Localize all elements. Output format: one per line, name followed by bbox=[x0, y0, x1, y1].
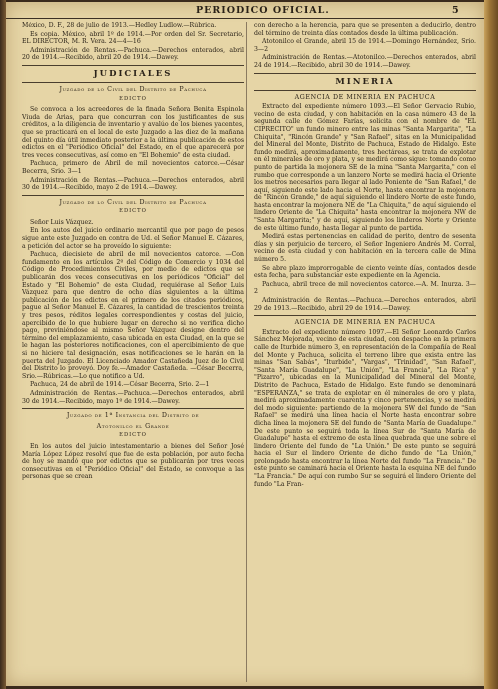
page-header bbox=[6, 2, 484, 19]
edicto2-p2: Pachuca, diecisiete de abril de mil novecientos catorce. —Con fundamento en los artículos 2º del Código de Comercio y 1034 del Código de Procedimientos Civiles, por medio de edictos que se publicarán dos veces consecutivas en los periódicos "Oficial" del Estado y "El Bohemio" de esta Ciudad, requiérase al Señor Luis Vázquez para que dentro de ocho días siguientes a la última publicación de los edictos en el primero de los citados periódicos, pague al Señor Manuel E. Cázares, la cantidad de trescientos treinta y tres pesos, réditos legales correspondientes y costas del juicio, apercibido de lo que hubiere lugar en derecho si no verifica dicho pago, previniéndose al mismo Señor Vázquez designe dentro del término del emplazamiento, casa ubicada en esta Ciudad, en la que se le hagan las posteriores notificaciones, con el apercibimiento de que si no hiciere tal designación, esas notificaciones se le harán en la puerta del Juzgado. El Licenciado Amador Castañeda Juez de lo Civil del Distrito lo proveyó. Doy fe.—Amador Castañeda. —César Becerra, Srio.—Rúbricas.—Lo que notifico a Ud. bbox=[22, 251, 244, 380]
mineria-p1: Medirá estas pertenencias en calidad de perito, dentro de sesenta días y sin perjuicio de tercero, el Señor Ingeniero Andrés M. Corral, vecino de esta ciudad y con habitación en la tercera calle de Mina número 5. bbox=[254, 233, 476, 264]
edicto2-p3: Pachuca, 24 de abril de 1914.—César Becerra, Srio. 2—1 bbox=[30, 381, 210, 389]
newspaper-page bbox=[6, 2, 484, 686]
page-number: 5 bbox=[452, 5, 460, 16]
edicto-label-3: EDICTO bbox=[119, 432, 147, 439]
judiciales-p0: Se convoca a los acreedores de la finada Señora Benita Espinola Viuda de Arias, para que concurran con los justificantes de sus créditos, a la diligencia de inventario y avalúo de los bienes yacentes, que se practicará en el local de este Juzgado a las diez de la mañana del quinto día útil inmediato posterior a la última publicación de estos edictos en el "Periódico Oficial" del Estado, en el que aparecerá por tres veces consecutivas, así como en "El Bohemio" de esta ciudad. bbox=[22, 106, 244, 159]
edicto3-p0: En los autos del juicio intestamentario a bienes del Señor José María López López resolví que fue de esta población, por auto fecha de hoy se mandó que por edictos que se publicarán por tres veces consecutivas en el "Periódico Oficial" del Estado, se convoque a las personas que se crean bbox=[22, 442, 244, 481]
agencia2-p0: Extracto del expediente número 1097.—El Señor Leonardo Carlos Sánchez Mejorada, vecino de esta ciudad, con despacho en la primera calle de Iturbide número 3, en representación de la Compañía de Real del Monte y Pachuca, solicita el terreno libre que exista entre las minas "San Sabás", "Iturbide", "Vargas", "Trinidad", "San Rafael", "Santa María Guadalupe", "La Unión", "La Francia", "La Rica" y "Pizarro", ubicadas en la Municipalidad del Mineral del Monte, Distrito de Pachuca, Estado de Hidalgo. Este fundo se denominará "ESPERANZA," se trata de explotar en él minerales de oro y plata, medirá aproximadamente cuarenta y cinco pertenencias, y se medirá del modo siguiente: partiendo de la mojonera SW del fundo de "San Rafael" se medirá una línea hacia el Norte hasta encontrar sobre dicha línea la mojonera SE del fundo de "Santa María de Guadalupe." De este punto se seguirá toda la línea Sur de "Santa María de Guadalupe" hasta el extremo de esta línea quebrada que une sobre el lindero Oriente del fundo de "La Unión." De este punto se seguirá hacia el Sur el lindero Oriente de dicho fundo de "La Unión," prolongado hasta encontrar la línea Norte del fundo "La Francia." De este punto se caminará hacia el Oriente hasta la esquina NE del fundo "La Francia." De aquí con rumbo Sur se seguirá el lindero Oriente del fundo "La Fran- bbox=[254, 328, 476, 488]
judiciales-p2: Administración de Rentas.—Pachuca.—Derechos enterados, abril 30 de 1914.—Recibido, mayo 2 de 1914.—Dawey. bbox=[22, 176, 244, 192]
newspaper-title: PERIODICO OFICIAL. bbox=[196, 5, 330, 16]
separator bbox=[254, 90, 476, 91]
right-top-p0: con derecho a la herencia, para que se presenten a deducirlo, dentro del término de treinta días contados desde la última publicación. bbox=[254, 22, 476, 37]
court-name-2: Juzgado de lo Civil del Distrito de Pachuca bbox=[59, 198, 207, 206]
left-top-p1: Es copia. México, abril 1º de 1914.—Por orden del Sr. Secretario, EL DIRECTOR, M. R. Vera. 24—4—16 bbox=[22, 30, 244, 46]
left-top-p2: Administración de Rentas.—Pachuca.—Derechos enterados, abril 20 de 1914.—Recibido, abril 20 de 1914.—Dawey. bbox=[22, 46, 244, 62]
edicto2-p1: En los autos del juicio ordinario mercantil que por pago de pesos sigue ante este Juzgado en contra de Ud. el Señor Manuel E. Cázares, a petición del actor se ha proveído lo siguiente: bbox=[22, 227, 244, 250]
column-divider bbox=[246, 22, 247, 682]
mineria-p4: Administración de Rentas.—Pachuca.—Derechos enterados, abril 29 de 1913.—Recibido, abril 29 de 1914.—Dawey. bbox=[254, 297, 476, 312]
separator bbox=[254, 73, 476, 74]
edicto-label-2: EDICTO bbox=[119, 208, 147, 215]
mineria-p2: Se abre plazo improrrogable de ciento veinte días, contados desde esta fecha, para substanciar este expediente en la Agencia. bbox=[254, 264, 476, 280]
judiciales-p1: Pachuca, primero de Abril de mil novecientos catorce.—César Becerra, Srio. 3—1 bbox=[22, 160, 244, 175]
agency-name: AGENCIA DE MINERIA EN PACHUCA bbox=[294, 93, 436, 101]
mineria-p0: Extracto del expediente número 1093.—El Señor Gervacio Rubio, vecino de esta ciudad, y con habitación en la casa número 43 de la segunda calle de Gómez Farías, solicita con el nombre de "EL CIPRECITO" un fundo minero entre las minas "Santa Margarita", "La Chiquita", "Rincón Grande" y "San Rafael", sitas en la Municipalidad del Mineral del Monte, Distrito de Pachuca, Estado de Hidalgo. Este fundo medirá, aproximadamente, tres hectáreas, se trata de explotar en él minerales de oro y plata, y se medirá como sigue: tomando como punto de partida la mojonera SE de la mina "Santa Margarita," con el rumbo que corresponde a un lanzero Norte se medirá hacia el Oriente los metros necesarios para llegar al lado Poniente de "San Rafael," de aquí, siguiendo este lado hacia el Norte, hasta encontrar la mojonera de "Rincón Grande," de aquí siguiendo el lindero Norte de este fundo, hasta encontrar la mojonera NE de "La Chiquita," de aquí siguiendo el lindero Oriente de "La Chiquita" hasta encontrar la mojonera NW de "Santa Margarita;" y de aquí, siguiendo los linderos Norte y Oriente de este último fundo, hasta llegar al punto de partida. bbox=[254, 103, 476, 232]
mineria-p3: Pachuca, abril trece de mil novecientos catorce.—A. M. Inurza. 3—2 bbox=[254, 280, 476, 296]
right-column bbox=[254, 22, 476, 682]
mineria-heading: MINERIA bbox=[335, 76, 395, 87]
book-spine-edge bbox=[484, 0, 498, 689]
left-column bbox=[22, 22, 244, 682]
edicto2-p0: Señor Luis Vázquez. bbox=[30, 218, 94, 226]
edicto2-p4: Administración de Rentas.—Pachuca.—Derechos enterados, abril 30 de 1914.—Recibido, mayo 1º de 1914.—Dawey. bbox=[22, 389, 244, 405]
judiciales-heading: JUDICIALES bbox=[93, 68, 173, 79]
edicto-label: EDICTO bbox=[119, 95, 147, 102]
separator bbox=[254, 315, 476, 316]
separator bbox=[22, 65, 244, 66]
right-top-p2: Administración de Rentas.—Atotonilco.—Derechos enterados, abril 24 de 1914.—Recibido, abril 30 de 1914.—Dawey. bbox=[254, 54, 476, 69]
separator bbox=[22, 195, 244, 196]
left-top-p0: México, D. F., 28 de julio de 1913.—Hedley Ludlow.—Rúbrica. bbox=[22, 22, 217, 29]
court-name: Juzgado de lo Civil del Distrito de Pachuca bbox=[59, 85, 207, 93]
court-name-3b: Atotonilco el Grande bbox=[96, 422, 170, 430]
agency-name-2: AGENCIA DE MINERIA EN PACHUCA bbox=[294, 319, 436, 327]
court-name-3a: Juzgado de 1ª Instancia del Distrito de bbox=[66, 412, 200, 420]
right-top-p1: Atotonilco el Grande, abril 15 de 1914.—Domingo Hernández, Srio. 3—2 bbox=[254, 38, 476, 53]
separator bbox=[22, 82, 244, 83]
separator bbox=[22, 408, 244, 409]
